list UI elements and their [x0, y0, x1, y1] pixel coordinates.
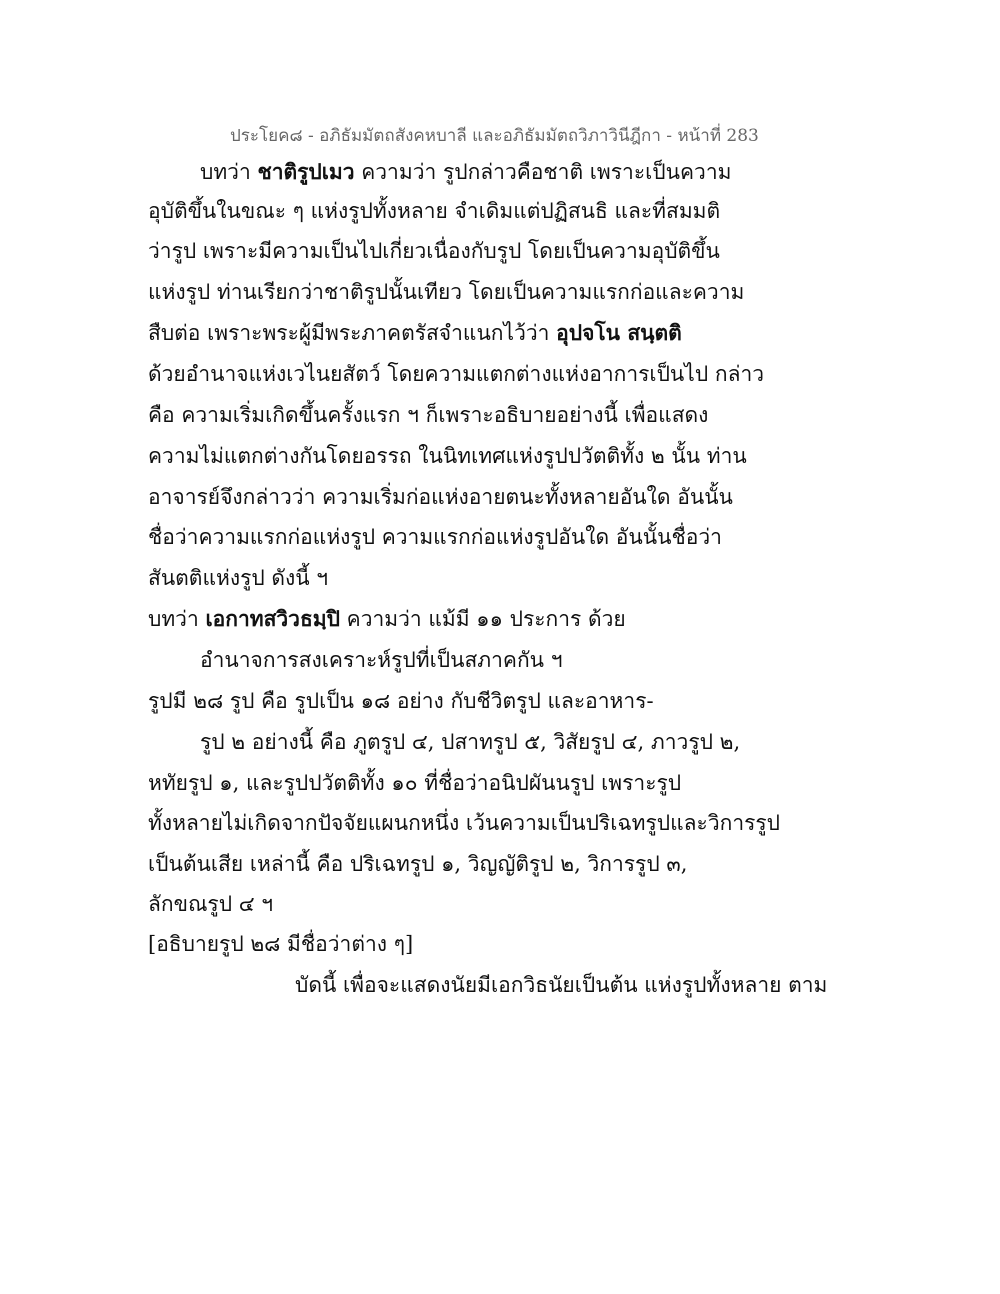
text-line: อุบัติขึ้นในขณะ ๆ แห่งรูปทั้งหลาย จำเดิมแต่ปฏิสนธิ และที่สมมติ [148, 199, 721, 223]
text-line: ว่ารูป เพราะมีความเป็นไปเกี่ยวเนื่องกับรูป โดยเป็นความอุบัติขึ้น [148, 239, 720, 263]
text-segment: บทว่า [200, 160, 258, 184]
bold-term: เอกาทสวิวธมฺปิ [205, 606, 340, 631]
bold-term: อุปจโน สนฺตติ [556, 320, 682, 345]
text-line: ทั้งหลายไม่เกิดจากปัจจัยแผนกหนึ่ง เว้นความเป็นปริเฉทรูปและวิการรูป [148, 811, 781, 835]
text-line: ชื่อว่าความแรกก่อแห่งรูป ความแรกก่อแห่งรูปอันใด อันนั้นชื่อว่า [148, 525, 722, 549]
text-line: รูป ๒ อย่างนี้ คือ ภูตรูป ๔, ปสาทรูป ๕, วิสัยรูป ๔, ภาวรูป ๒, [200, 730, 741, 754]
text-segment: บทว่า [148, 607, 206, 631]
text-line [148, 604, 626, 634]
bold-term: ชาติรูปเมว [257, 159, 355, 184]
text-line: ด้วยอำนาจแห่งเวไนยสัตว์ โดยความแตกต่างแห่งอาการเป็นไป กล่าว [148, 362, 765, 386]
text-line: ความไม่แตกต่างกันโดยอรรถ ในนิทเทศแห่งรูปปวัตติทั้ง ๒ นั้น ท่าน [148, 444, 747, 468]
text-line: บัดนี้ เพื่อจะแสดงนัยมีเอกวิธนัยเป็นต้น แห่งรูปทั้งหลาย ตาม [295, 973, 828, 997]
text-line: แห่งรูป ท่านเรียกว่าชาติรูปนั้นเทียว โดยเป็นความแรกก่อและความ [148, 280, 745, 304]
text-segment: สืบต่อ เพราะพระผู้มีพระภาคตรัสจำแนกไว้ว่า [148, 321, 557, 345]
text-line: รูปมี ๒๘ รูป คือ รูปเป็น ๑๘ อย่าง กับชีวิตรูป และอาหาร- [148, 689, 654, 713]
text-segment: ความว่า แม้มี ๑๑ ประการ ด้วย [339, 607, 626, 631]
text-line: อำนาจการสงเคราะห์รูปที่เป็นสภาคกัน ฯ [200, 648, 563, 672]
text-line: หทัยรูป ๑, และรูปปวัตติทั้ง ๑๐ ที่ชื่อว่าอนิปผันนรูป เพราะรูป [148, 771, 682, 795]
text-line [148, 318, 682, 348]
text-segment: ความว่า รูปกล่าวคือชาติ เพราะเป็นความ [354, 160, 732, 184]
section-heading: [อธิบายรูป ๒๘ มีชื่อว่าต่าง ๆ] [148, 932, 414, 956]
text-line: คือ ความเริ่มเกิดขึ้นครั้งแรก ฯ ก็เพราะอธิบายอย่างนี้ เพื่อแสดง [148, 403, 709, 427]
text-line: อาจารย์จึงกล่าวว่า ความเริ่มก่อแห่งอายตนะทั้งหลายอันใด อันนั้น [148, 485, 733, 509]
text-line [200, 157, 731, 187]
text-line: เป็นต้นเสีย เหล่านี้ คือ ปริเฉทรูป ๑, วิญญัติรูป ๒, วิการรูป ๓, [148, 852, 688, 876]
text-line: ลักขณรูป ๔ ฯ [148, 892, 274, 916]
text-line: สันตติแห่งรูป ดังนี้ ฯ [148, 566, 329, 590]
page-header: ประโยค๘ - อภิธัมมัตถสังคหบาลี และอภิธัมมัตถวิภาวินีฎีกา - หน้าที่ 283 [230, 126, 759, 146]
